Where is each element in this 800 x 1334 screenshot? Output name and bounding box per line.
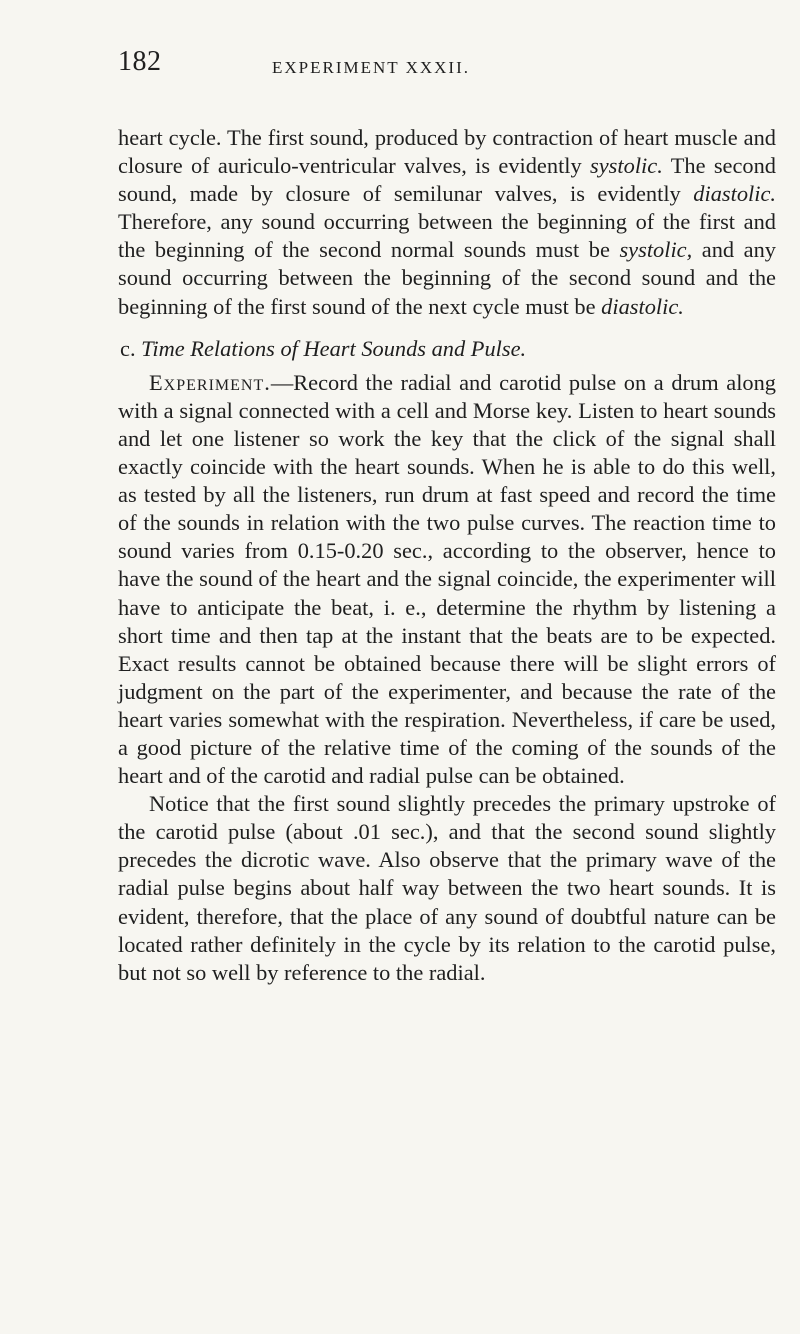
italic-term-diastolic: diastolic. bbox=[601, 293, 684, 319]
section-heading bbox=[118, 335, 776, 363]
paragraph-observations bbox=[118, 790, 776, 987]
paragraph-text: Notice that the first sound slightly precedes the primary upstroke of the carotid pulse (about .01 sec.), and that the second sound slightly precedes the dicrotic wave. Also observe that the primary wave of the radial pulse begins about half way between the two heart sounds. It is evident, therefore, that the place of any sound of doubtful nature can be located rather definitely in the cycle by its relation to the carotid pulse, but not so well by reference to the radial. bbox=[118, 791, 776, 985]
italic-term-diastolic: diastolic. bbox=[693, 181, 776, 207]
paragraph-text: Therefore, any sound occurring between the beginning of the first and the beginning of the second normal sounds must be bbox=[118, 209, 776, 263]
italic-term-systolic: systolic. bbox=[590, 153, 663, 179]
section-title: Time Relations of Heart Sounds and Pulse. bbox=[141, 335, 527, 361]
paragraph-text: —Record the radial and carotid pulse on a drum along with a signal connected with a cell and Morse key. Listen to heart sounds and let one listener so work the key that the click of the signal shall exactly coincide with the heart sounds. When he is able to do this well, as tested by all the listeners, run drum at fast speed and record the time of the sounds in relation with the two pulse curves. The reaction time to sound varies from 0.15-0.20 sec., according to the observer, hence to have the sound of the heart and the signal coincide, the experimenter will have to anticipate the beat, i. e., determine the rhythm by listening a short time and then tap at the instant that the beats are to be expected. Exact results cannot be obtained because there will be slight errors of judgment on the part of the experimenter, and because the rate of the heart varies somewhat with the respiration. Nevertheless, if care be used, a good picture of the relative time of the coming of the sounds of the heart and of the carotid and radial pulse can be obtained. bbox=[118, 369, 776, 789]
paragraph-text: and any sound occurring between the beginning of the second sound and the beginning of the first sound of the next cycle must be bbox=[118, 237, 776, 319]
paragraph-experiment bbox=[118, 369, 776, 790]
running-head: EXPERIMENT XXXII. bbox=[272, 58, 471, 77]
paragraph-text: The second sound, made by closure of semilunar valves, is evidently bbox=[118, 153, 776, 207]
paragraph-text: heart cycle. The first sound, produced by contraction of heart muscle and closure of auriculo-ventricular valves, is evidently bbox=[118, 125, 776, 179]
page-number: 182 bbox=[118, 46, 162, 77]
body-text bbox=[118, 124, 776, 987]
experiment-label: Experiment. bbox=[149, 369, 271, 395]
paragraph-heart-cycle bbox=[118, 124, 776, 321]
page-header bbox=[118, 46, 778, 86]
italic-term-systolic: systolic, bbox=[619, 237, 693, 263]
section-letter: c. bbox=[120, 335, 136, 361]
